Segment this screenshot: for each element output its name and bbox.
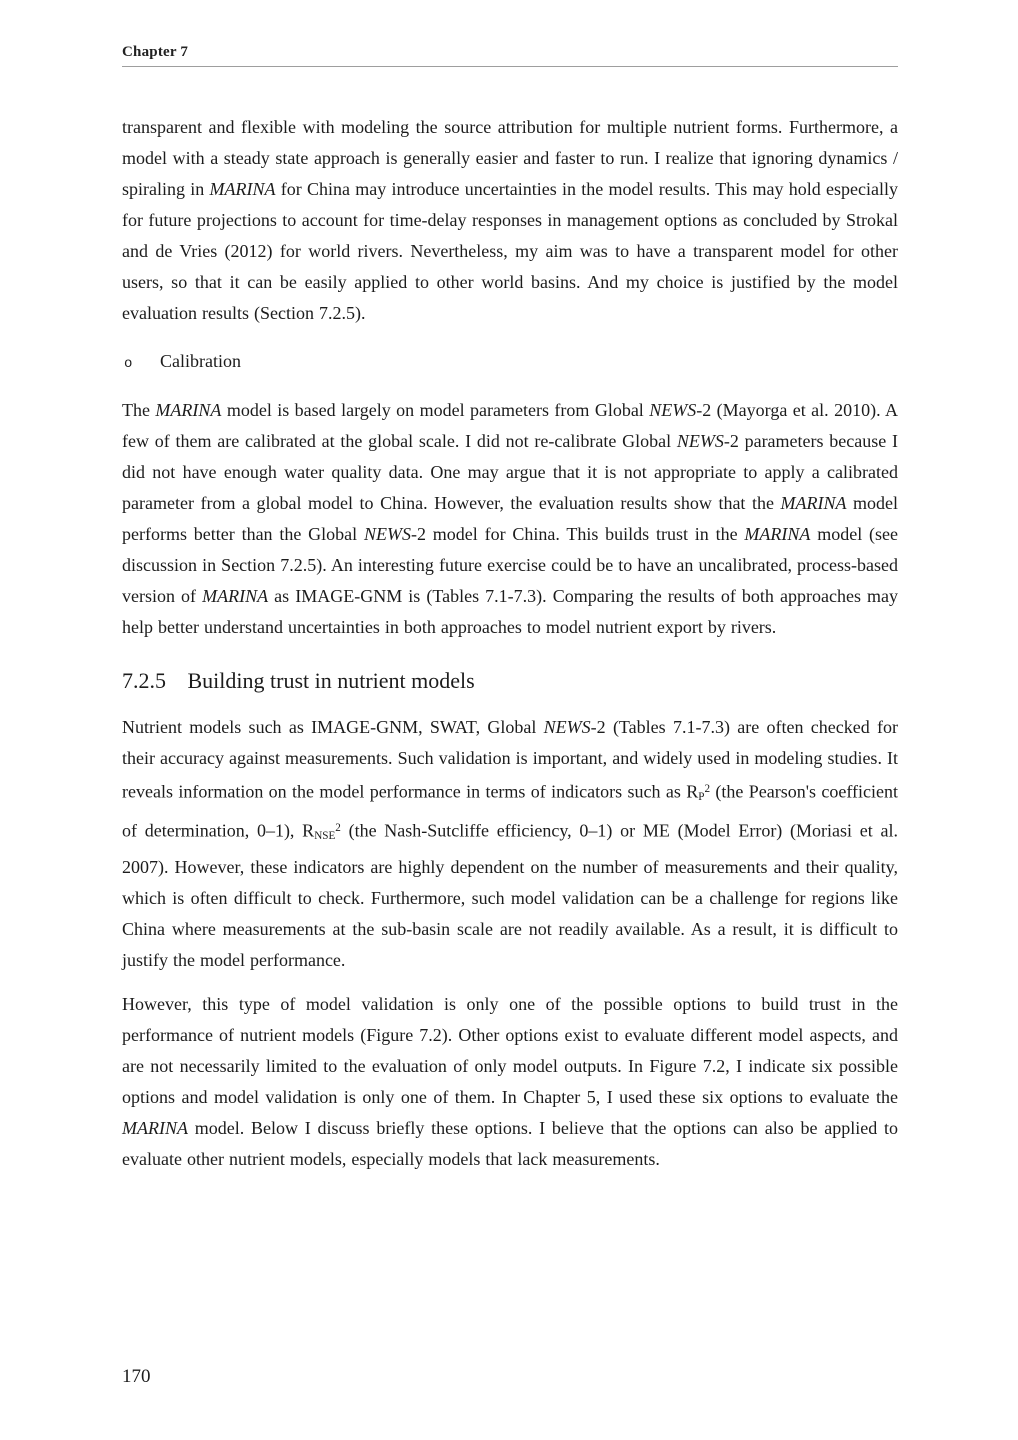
header-rule [122,66,898,67]
page-header [122,44,898,75]
paragraph-calibration: The MARINA model is based largely on model parameters from Global NEWS-2 (Mayorga et al. 2010). A few of them are calibrated at the global scale. I did not re-calibrate Global NEWS-2 parameters because I did not have enough water quality data. One may argue that it is not appropriate to apply a calibrated parameter from a global model to China. However, the evaluation results show that the MARINA model performs better than the Global NEWS-2 model for China. This builds trust in the MARINA model (see discussion in Section 7.2.5). An interesting future exercise could be to have an uncalibrated, process-based version of MARINA as IMAGE-GNM is (Tables 7.1-7.3). Comparing the results of both approaches may help better understand uncertainties in both approaches to model nutrient export by rivers. [122,400,899,637]
chapter-label: Chapter 7 [122,44,189,60]
paragraph-options: However, this type of model validation is only one of the possible options to build trust in the performance of nutrient models (Figure 7.2). Other options exist to evaluate different model aspects, and are not necessarily limited to the evaluation of only model outputs. In Figure 7.2, I indicate six possible options and model validation is only one of them. In Chapter 5, I used these six options to evaluate the MARINA model. Below I discuss briefly these options. I believe that the options can also be applied to evaluate other nutrient models, especially models that lack measurements. [122,993,898,1169]
page-content [122,112,898,1188]
paragraph-validation: Nutrient models such as IMAGE-GNM, SWAT, Global NEWS-2 (Tables 7.1-7.3) are often checked for their accuracy against measurements. Such validation is important, and widely used in modeling studies. It reveals information on the model performance in terms of indicators such as $RP^2$ (the Pearson's coefficient of determination, 0–1), RNSE$^2$ (the Nash-Sutcliffe efficiency, 0–1) or ME (Model Error) (Moriasi et al. 2007). However, these indicators are highly dependent on the number of measurements and their quality, which is often difficult to check. Furthermore, such model validation can be a challenge for regions like China where measurements at the sub-basin scale are not readily available. As a result, it is difficult to justify the model performance. [122,717,898,970]
bullet-item-calibration [122,346,898,380]
paragraph-intro: transparent and flexible with modeling the source attribution for multiple nutrient forms. Furthermore, a model with a steady state approach is generally easier and faster to run. I realize that ignoring dynamics / spiraling in MARINA for China may introduce uncertainties in the model results. This may hold especially for future projections to account for time-delay responses in management options as concluded by Strokal and de Vries (2012) for world rivers. Nevertheless, my aim was to have a transparent model for other users, so that it can be easily applied to other world basins. And my choice is justified by the model evaluation results (Section 7.2.5). [122,117,898,323]
bullet-label: Calibration [160,351,241,371]
page-number: 170 [122,1366,151,1387]
page-footer [122,1366,151,1388]
section-heading-title: Building trust in nutrient models [187,668,475,693]
section-heading [122,665,898,697]
bullet-marker: o [124,356,133,372]
section-heading-number: 7.2.5 [122,668,166,693]
